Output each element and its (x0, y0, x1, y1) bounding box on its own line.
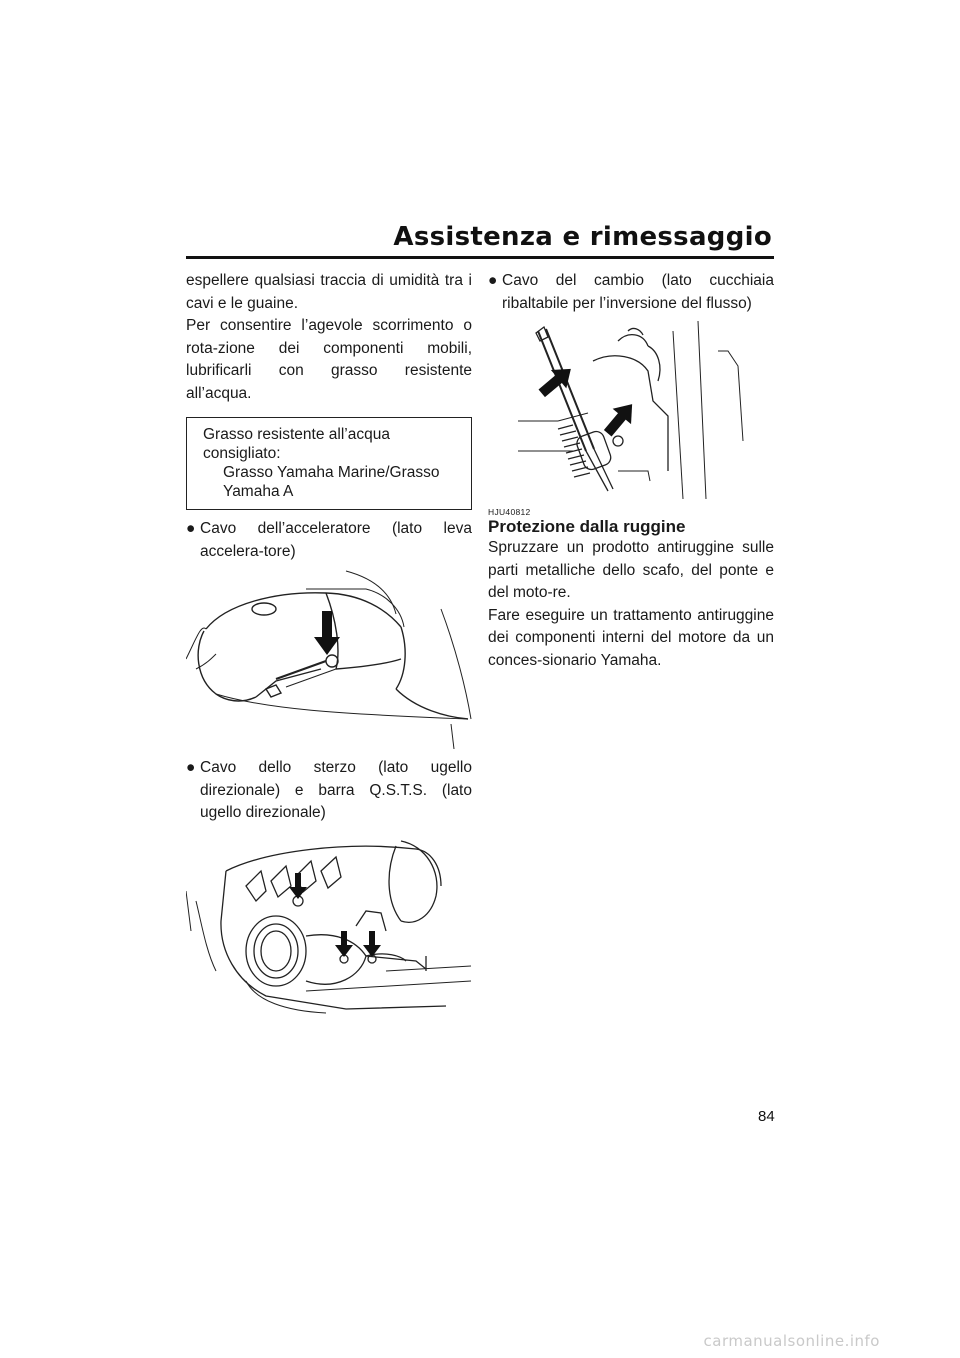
section-heading-rust-protection: Protezione dalla ruggine (488, 517, 686, 536)
shift-cable-illustration (518, 321, 804, 499)
watermark: carmanualsonline.info (703, 1332, 880, 1350)
grease-note-box (186, 417, 472, 510)
header-rule (186, 256, 774, 259)
bullet-steering-cable: ● Cavo dello sterzo (lato ugello direzionale) e barra Q.S.T.S. (lato ugello direzionale) (186, 759, 472, 821)
bullet-throttle-cable: ● Cavo dell’acceleratore (lato leva accelera-tore) (186, 520, 472, 560)
paragraph-moisture: espellere qualsiasi traccia di umidità tra i cavi e le guaine. (186, 272, 472, 312)
down-arrow-icon (335, 931, 353, 957)
bullet-shift-cable: ● Cavo del cambio (lato cucchiaia ribaltabile per l’inversione del flusso) (488, 272, 774, 312)
note-line-3: Yamaha A (223, 483, 294, 500)
page-title: Assistenza e rimessaggio (393, 222, 772, 252)
page-number: 84 (758, 1108, 775, 1125)
bullet-dot-icon: ● (186, 759, 196, 776)
bullet-dot-icon: ● (488, 272, 498, 289)
section-code: HJU40812 (488, 507, 531, 517)
right-column (488, 270, 774, 672)
note-line-1: Grasso resistente all’acqua consigliato: (203, 426, 390, 462)
throttle-lever-illustration (186, 569, 472, 749)
paragraph-lubricate: Per consentire l’agevole scorrimento o rota-zione dei componenti mobili, lubrificarli con grasso resistente all’acqua. (186, 317, 472, 402)
paragraph-rust-spray: Spruzzare un prodotto antiruggine sulle parti metalliche dello scafo, del ponte e del moto-re. (488, 539, 774, 601)
left-column (186, 270, 472, 1027)
down-arrow-icon (599, 396, 642, 441)
down-arrow-icon (289, 873, 307, 899)
steering-nozzle-illustration (186, 831, 472, 1021)
note-line-2: Grasso Yamaha Marine/Grasso (223, 464, 440, 481)
bullet-dot-icon: ● (186, 520, 196, 537)
paragraph-rust-treatment: Fare eseguire un trattamento antiruggine dei componenti interni del motore da un conces-sionario Yamaha. (488, 606, 774, 669)
down-arrow-icon (363, 931, 381, 957)
